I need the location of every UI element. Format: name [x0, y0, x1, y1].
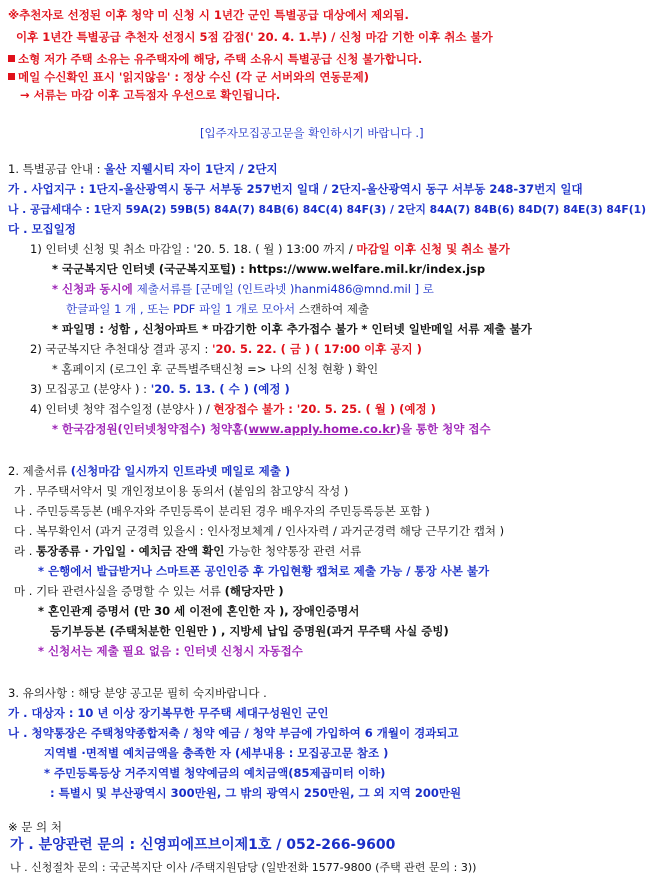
section-2-item-ma-sub-3: * 신청서는 제출 필요 없음 : 인터넷 신청시 자동접수 — [38, 644, 303, 658]
schedule-item-4: 4) 인터넷 청약 접수일정 (분양사 ) / 현장접수 불가 : '20. 5. 25. ( 월 ) (예정 ) — [30, 402, 436, 416]
contact-heading: ※ 문 의 처 — [8, 820, 62, 834]
schedule-item-1-sub-4: * 파일명 : 성함 , 신청아파트 * 마감기한 이후 추가접수 불가 * 인터넷 일반메일 서류 제출 불가 — [52, 322, 532, 336]
notice-center-heading: [입주자모집공고문을 확인하시기 바랍니다 .] — [200, 126, 424, 140]
section-1-heading: 1. 특별공급 안내 : 울산 지웰시티 자이 1단지 / 2단지 — [8, 162, 278, 176]
section-2-item-na: 나 . 주민등록등본 (배우자와 주민등록이 분리된 경우 배우자의 주민등록등본 포함 ) — [14, 504, 430, 518]
section-1-item-na: 나 . 공급세대수 : 1단지 59A(2) 59B(5) 84A(7) 84B(6) 84C(4) 84F(3) / 2단지 84A(7) 84B(6) 84D(7) 84E(3) 84F(1) — [8, 203, 647, 216]
notice-line-5: → 서류는 마감 이후 고득점자 우선으로 확인됩니다. — [20, 88, 281, 102]
contact-item-na: 나 . 신청절차 문의 : 국군복지단 이사 /주택지원담당 (일반전화 1577-9800 (주택 관련 문의 : 3)) — [10, 861, 477, 874]
section-3-item-ga: 가 . 대상자 : 10 년 이상 장기복무한 무주택 세대구성원인 군인 — [8, 706, 329, 720]
notice-line-3: 소형 저가 주택 소유는 유주택자에 해당, 주택 소유시 특별공급 신청 불가합니다. — [8, 52, 422, 67]
section-2-item-ra-sub-1: * 은행에서 발급받거나 스마트폰 공인인증 후 가입현황 캡쳐로 제출 가능 / 통장 사본 불가 — [38, 564, 490, 578]
section-2-item-ma-sub-1: * 혼인관계 증명서 (만 30 세 이전에 혼인한 자 ), 장애인증명서 — [38, 604, 360, 618]
schedule-item-1-sub-3: 한글파일 1 개 , 또는 PDF 파일 1 개로 모아서 스캔하여 제출 — [66, 302, 370, 316]
schedule-item-1-sub-2: * 신청과 동시에 제출서류를 [군메일 (인트라넷 )hanmi486@mnd.mil ] 로 — [52, 282, 434, 296]
schedule-item-2: 2) 국군복지단 추천대상 결과 공지 : '20. 5. 22. ( 금 ) ( 17:00 이후 공지 ) — [30, 342, 422, 356]
schedule-item-4-sub-1: * 한국감정원(인터넷청약접수) 청약홈(www.apply.home.co.kr)을 통한 청약 접수 — [52, 422, 491, 436]
section-3-item-na-line-2: 지역별 ·면적별 예치금액을 충족한 자 (세부내용 : 모집공고문 참조 ) — [44, 746, 389, 760]
section-3-item-na: 나 . 청약통장은 주택청약종합저축 / 청약 예금 / 청약 부금에 가입하여 6 개월이 경과되고 — [8, 726, 459, 740]
section-1-item-ga: 가 . 사업지구 : 1단지-울산광역시 동구 서부동 257번지 일대 / 2단지-울산광역시 동구 서부동 248-37번지 일대 — [8, 182, 583, 196]
section-3-item-na-sub-2: : 특별시 및 부산광역시 300만원, 그 밖의 광역시 250만원, 그 외 지역 200만원 — [50, 786, 462, 800]
section-1-item-da: 다 . 모집일정 — [8, 222, 76, 236]
section-2-heading: 2. 제출서류 (신청마감 일시까지 인트라넷 메일로 제출 ) — [8, 464, 291, 478]
section-2-item-ra: 라 . 통장종류 · 가입일 · 예치금 잔액 확인 가능한 청약통장 관련 서류 — [14, 544, 362, 558]
notice-line-4: 메일 수신확인 표시 '읽지않음' : 정상 수신 (각 군 서버와의 연동문제) — [8, 70, 369, 85]
section-2-item-ma: 마 . 기타 관련사실을 증명할 수 있는 서류 (해당자만 ) — [14, 584, 284, 598]
section-3-heading: 3. 유의사항 : 해당 분양 공고문 필히 숙지바랍니다 . — [8, 686, 267, 700]
notice-line-2: 이후 1년간 특별공급 추천자 선정시 5점 감점(' 20. 4. 1.부) / 신청 마감 기한 이후 취소 불가 — [16, 30, 493, 44]
section-2-item-da: 다 . 복무확인서 (과거 군경력 있을시 : 인사정보체계 / 인사자력 / 과거군경력 해당 근무기간 캡쳐 ) — [14, 524, 505, 538]
section-2-item-ma-sub-2: 등기부등본 (주택처분한 인원만 ) , 지방세 납입 증명원(과거 무주택 사실 증빙) — [50, 624, 449, 638]
section-3-item-na-sub-1: * 주민등록등상 거주지역별 청약예금의 예치금액(85제곱미터 이하) — [44, 766, 386, 780]
apply-home-link[interactable]: www.apply.home.co.kr — [248, 422, 396, 436]
schedule-item-2-sub-1: * 홈페이지 (로그인 후 군특별주택신청 => 나의 신청 현황 ) 확인 — [52, 362, 379, 376]
schedule-item-1-sub-1: * 국군복지단 인터넷 (국군복지포털) : https://www.welfare.mil.kr/index.jsp — [52, 262, 486, 276]
contact-item-ga: 가 . 분양관련 문의 : 신영피에프브이제1호 / 052-266-9600 — [10, 837, 396, 853]
notice-line-1: ※추천자로 선정된 이후 청약 미 신청 시 1년간 군인 특별공급 대상에서 제외됨. — [8, 8, 409, 22]
schedule-item-3: 3) 모집공고 (분양사 ) : '20. 5. 13. ( 수 ) (예정 ) — [30, 382, 290, 396]
red-square-bullet-icon — [8, 73, 15, 80]
red-square-bullet-icon — [8, 55, 15, 62]
section-2-item-ga: 가 . 무주택서약서 및 개인정보이용 동의서 (붙임의 참고양식 작성 ) — [14, 484, 349, 498]
schedule-item-1: 1) 인터넷 신청 및 취소 마감일 : '20. 5. 18. ( 월 ) 13:00 까지 / 마감일 이후 신청 및 취소 불가 — [30, 242, 510, 256]
